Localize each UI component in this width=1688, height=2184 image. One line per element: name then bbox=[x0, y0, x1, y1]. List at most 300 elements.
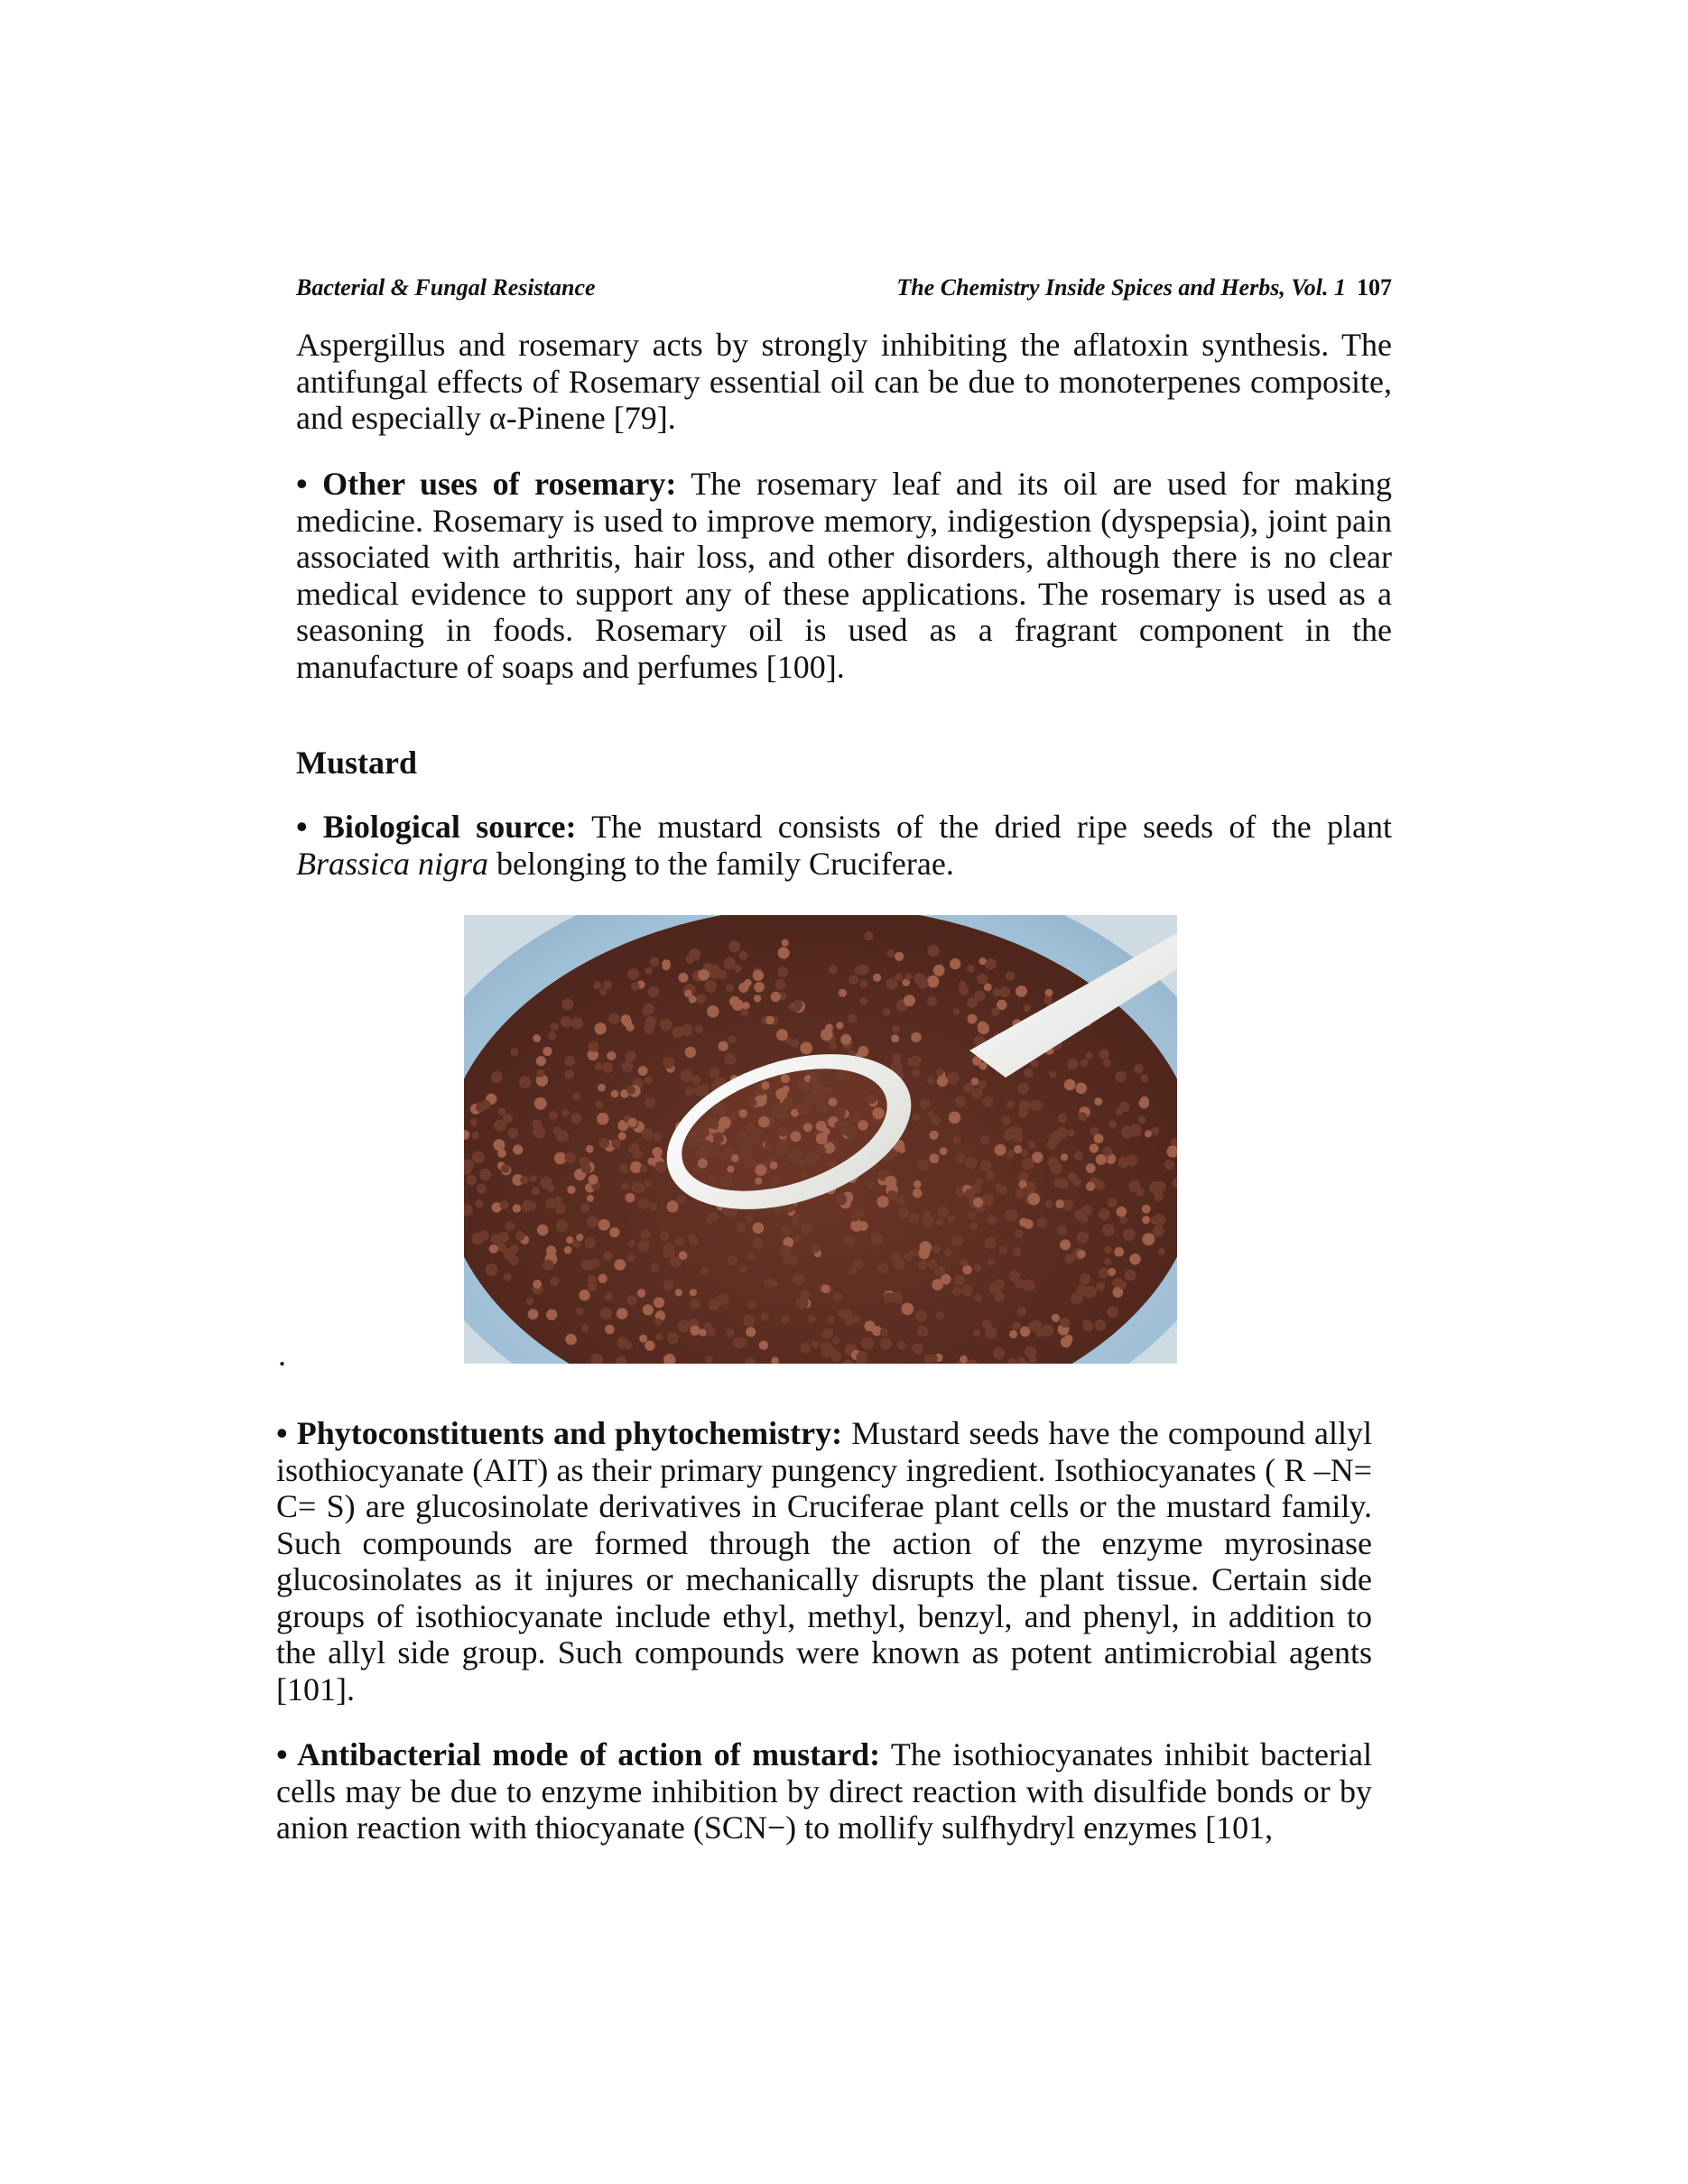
mustard-seed bbox=[564, 1069, 574, 1079]
mustard-seed bbox=[1121, 1125, 1134, 1138]
mustard-seed bbox=[1045, 989, 1053, 997]
mustard-seed bbox=[481, 1100, 491, 1110]
mustard-seed bbox=[532, 1187, 540, 1195]
mustard-seed bbox=[760, 1312, 768, 1320]
mustard-seed bbox=[587, 1216, 598, 1227]
mustard-seed bbox=[1028, 1322, 1036, 1330]
mustard-seed bbox=[565, 1152, 576, 1163]
paragraph-aspergillus: Aspergillus and rosemary acts by strongly inhibiting the aflatoxin synthesis. The antifungal effects of Rosemary essential oil can be due to monoterpenes composite, and especially α-Pinene [79]. bbox=[296, 327, 1392, 436]
mustard-seed bbox=[522, 1203, 531, 1212]
mustard-seed bbox=[598, 1274, 607, 1283]
mustard-seed bbox=[804, 1154, 816, 1166]
mustard-seed bbox=[781, 1226, 792, 1236]
mustard-seed bbox=[1042, 1324, 1053, 1336]
mustard-seed bbox=[776, 1029, 788, 1041]
mustard-seed bbox=[930, 1131, 939, 1140]
mustard-seed bbox=[1006, 971, 1015, 980]
mustard-seed bbox=[561, 1016, 572, 1028]
mustard-seed bbox=[1103, 1146, 1113, 1156]
header-book-title bbox=[896, 274, 1392, 301]
mustard-seed bbox=[640, 1165, 647, 1172]
mustard-seed bbox=[913, 1189, 923, 1198]
mustard-seed bbox=[1104, 1257, 1112, 1265]
mustard-seed bbox=[985, 1327, 997, 1338]
mustard-seed bbox=[690, 1326, 700, 1336]
mustard-seed bbox=[597, 1113, 608, 1124]
mustard-seed bbox=[739, 1146, 751, 1158]
mustard-seed bbox=[594, 1062, 602, 1070]
mustard-seed bbox=[645, 967, 653, 975]
mustard-seed bbox=[537, 1225, 549, 1236]
mustard-seed bbox=[643, 1304, 654, 1315]
mustard-seed bbox=[684, 990, 692, 998]
mustard-seed bbox=[726, 1328, 734, 1337]
mustard-seed bbox=[533, 1034, 541, 1042]
mustard-seed bbox=[885, 1176, 896, 1188]
mustard-seed bbox=[1142, 1216, 1150, 1224]
mustard-seed bbox=[630, 1161, 642, 1173]
mustard-seed bbox=[519, 1076, 532, 1088]
mustard-seed bbox=[954, 1274, 965, 1285]
mustard-seed bbox=[980, 1135, 989, 1144]
mustard-seed bbox=[1096, 1154, 1107, 1165]
mustard-seed bbox=[870, 1233, 883, 1245]
mustard-seed bbox=[828, 1160, 836, 1168]
mustard-seed bbox=[628, 1145, 637, 1154]
mustard-seed bbox=[561, 998, 573, 1010]
mustard-seed bbox=[471, 1132, 479, 1140]
mustard-seed bbox=[781, 1315, 790, 1324]
mustard-seed bbox=[901, 1302, 914, 1315]
mustard-seed bbox=[968, 1014, 978, 1024]
mustard-seed bbox=[690, 1289, 697, 1296]
mustard-seed bbox=[580, 1203, 589, 1212]
mustard-seed bbox=[470, 1119, 478, 1126]
mustard-seed bbox=[923, 1216, 934, 1227]
mustard-seed bbox=[708, 1328, 716, 1337]
mustard-seed bbox=[1055, 1199, 1064, 1208]
mustard-seed bbox=[998, 1186, 1007, 1195]
mustard-seed bbox=[738, 1109, 747, 1118]
mustard-seed bbox=[1115, 1071, 1126, 1082]
mustard-seed bbox=[675, 1237, 684, 1246]
mustard-seed bbox=[507, 1128, 518, 1139]
mustard-seed bbox=[961, 1285, 973, 1297]
mustard-seed bbox=[1022, 1158, 1034, 1171]
mustard-seed bbox=[679, 973, 689, 983]
mustard-seed bbox=[1061, 1153, 1068, 1161]
mustard-seed bbox=[718, 1041, 728, 1051]
mustard-seed bbox=[505, 1221, 515, 1231]
mustard-seed bbox=[549, 1111, 558, 1120]
mustard-seed bbox=[637, 1241, 649, 1253]
mustard-seed bbox=[1012, 1321, 1020, 1329]
mustard-seed bbox=[960, 1259, 968, 1267]
mustard-seed bbox=[993, 988, 1001, 996]
mustard-seed bbox=[979, 958, 987, 965]
mustard-seed bbox=[974, 1294, 982, 1302]
mustard-seed bbox=[811, 1244, 820, 1253]
mustard-seed bbox=[1118, 1282, 1127, 1290]
mustard-seed bbox=[927, 976, 940, 988]
mustard-seed bbox=[978, 1080, 987, 1088]
mustard-seed bbox=[548, 1032, 556, 1040]
mustard-seed bbox=[830, 1042, 837, 1050]
lead-phytoconstituents: • Phytoconstituents and phytochemistry: bbox=[276, 1415, 843, 1451]
mustard-seed bbox=[797, 1103, 809, 1115]
mustard-seed bbox=[1015, 1229, 1023, 1237]
mustard-seed bbox=[707, 1005, 719, 1017]
mustard-seed bbox=[982, 1097, 993, 1107]
mustard-seed bbox=[968, 1211, 976, 1219]
mustard-seed bbox=[1082, 1319, 1091, 1328]
section-heading-mustard: Mustard bbox=[296, 745, 417, 781]
mustard-seed bbox=[764, 1278, 774, 1288]
mustard-seed bbox=[1151, 1127, 1159, 1135]
mustard-seed bbox=[895, 952, 904, 961]
mustard-seed bbox=[995, 1144, 1006, 1156]
mustard-seed bbox=[758, 1116, 770, 1128]
mustard-seed bbox=[840, 1034, 851, 1045]
mustard-seed bbox=[1094, 1097, 1102, 1106]
mustard-seed bbox=[1138, 1116, 1146, 1124]
mustard-seed bbox=[1142, 1233, 1155, 1245]
mustard-seed bbox=[898, 1207, 910, 1218]
mustard-seed bbox=[604, 1251, 613, 1260]
mustard-seed bbox=[565, 1334, 577, 1346]
mustard-seed bbox=[494, 1122, 503, 1131]
mustard-seed bbox=[816, 1121, 827, 1132]
mustard-seed bbox=[1045, 1200, 1053, 1208]
mustard-seed bbox=[755, 1177, 762, 1184]
mustard-seed bbox=[1032, 1152, 1043, 1162]
mustard-seed bbox=[515, 1231, 525, 1241]
mustard-seed bbox=[1035, 1329, 1043, 1337]
mustard-seed bbox=[710, 1068, 720, 1078]
mustard-seed bbox=[1009, 1126, 1018, 1135]
mustard-seed bbox=[949, 1112, 961, 1124]
mustard-seed bbox=[771, 992, 781, 1002]
mustard-seed bbox=[632, 1181, 644, 1193]
mustard-seed bbox=[611, 1090, 619, 1098]
mustard-seed bbox=[545, 1198, 556, 1209]
mustard-seed bbox=[1164, 1160, 1174, 1170]
mustard-seed bbox=[1013, 1247, 1022, 1256]
mustard-seed bbox=[880, 1328, 888, 1337]
mustard-seed bbox=[654, 1161, 666, 1173]
mustard-seed bbox=[599, 1138, 610, 1149]
mustard-seed bbox=[1019, 1217, 1028, 1226]
mustard-seed bbox=[576, 1307, 584, 1315]
mustard-seed bbox=[1067, 1059, 1079, 1070]
mustard-seed bbox=[947, 1072, 960, 1085]
mustard-seed bbox=[1114, 1247, 1124, 1257]
lead-antibacterial-mode: • Antibacterial mode of action of mustard: bbox=[276, 1736, 881, 1772]
mustard-seed bbox=[1136, 1189, 1145, 1197]
mustard-seed bbox=[663, 1057, 674, 1069]
mustard-seed bbox=[914, 1180, 922, 1189]
page-number: 107 bbox=[1357, 274, 1392, 301]
mustard-seed bbox=[600, 1308, 612, 1319]
mustard-seed bbox=[973, 1198, 983, 1208]
mustard-seed bbox=[587, 1195, 594, 1202]
mustard-seed bbox=[627, 968, 639, 980]
mustard-seed bbox=[928, 945, 940, 957]
mustard-seed bbox=[720, 1174, 733, 1187]
mustard-seed bbox=[595, 1023, 607, 1034]
mustard-seed bbox=[493, 1139, 505, 1151]
mustard-seed bbox=[1052, 1314, 1060, 1322]
mustard-seed bbox=[836, 1194, 848, 1206]
mustard-seed bbox=[650, 957, 660, 967]
mustard-seed bbox=[491, 1071, 503, 1083]
mustard-seed bbox=[694, 1025, 702, 1033]
mustard-seed bbox=[688, 1234, 696, 1242]
mustard-seed bbox=[1058, 1114, 1068, 1124]
mustard-seed bbox=[740, 1009, 748, 1017]
mustard-seed bbox=[985, 958, 997, 970]
mustard-seed bbox=[533, 1126, 545, 1139]
mustard-seed bbox=[719, 1152, 728, 1161]
mustard-seed bbox=[1064, 1079, 1076, 1091]
mustard-seed bbox=[918, 1260, 928, 1270]
mustard-seeds-photo bbox=[464, 915, 1177, 1364]
mustard-seed bbox=[622, 1182, 629, 1189]
mustard-seed bbox=[642, 1007, 651, 1016]
mustard-seed bbox=[626, 1086, 635, 1095]
mustard-seed bbox=[843, 1235, 855, 1246]
mustard-seed bbox=[478, 1230, 489, 1241]
mustard-seed bbox=[950, 958, 960, 969]
mustard-seed bbox=[556, 1220, 568, 1232]
mustard-seed bbox=[816, 1133, 828, 1144]
mustard-seed bbox=[513, 1204, 522, 1213]
mustard-seed bbox=[1095, 1180, 1106, 1190]
mustard-seed bbox=[911, 1032, 921, 1042]
mustard-seed bbox=[1064, 1254, 1074, 1263]
mustard-seed bbox=[528, 1309, 539, 1319]
mustard-seed bbox=[994, 1291, 1005, 1302]
paragraph-phytoconstituents bbox=[276, 1415, 1372, 1707]
mustard-seed bbox=[955, 1097, 966, 1107]
mustard-seed bbox=[640, 1229, 650, 1239]
mustard-seed bbox=[513, 1144, 523, 1154]
mustard-seed bbox=[892, 1025, 900, 1033]
mustard-seed bbox=[705, 1116, 717, 1128]
mustard-seed bbox=[1043, 996, 1052, 1004]
mustard-seed bbox=[1009, 1330, 1017, 1338]
mustard-seed bbox=[910, 1249, 918, 1257]
mustard-seed bbox=[607, 1051, 616, 1060]
mustard-seed bbox=[781, 1074, 790, 1083]
mustard-seed bbox=[873, 1107, 885, 1119]
mustard-seed bbox=[817, 1146, 826, 1155]
mustard-seed bbox=[685, 1047, 697, 1059]
mustard-seed bbox=[644, 1023, 654, 1034]
mustard-seed bbox=[832, 1337, 840, 1345]
mustard-seed bbox=[912, 1069, 921, 1078]
mustard-seed bbox=[590, 1259, 600, 1269]
mustard-seed bbox=[567, 1186, 575, 1194]
mustard-seed bbox=[546, 1245, 556, 1255]
mustard-seed bbox=[584, 1237, 596, 1249]
mustard-seed bbox=[520, 1176, 529, 1185]
mustard-seed bbox=[543, 1047, 552, 1056]
mustard-seed bbox=[1006, 1100, 1015, 1108]
mustard-seed bbox=[953, 1135, 961, 1143]
mustard-seed bbox=[1006, 1151, 1015, 1159]
mustard-seed bbox=[999, 1246, 1007, 1254]
mustard-seed bbox=[572, 1093, 580, 1100]
mustard-seed bbox=[734, 965, 741, 972]
mustard-seed bbox=[858, 1221, 868, 1231]
mustard-seed bbox=[753, 1238, 764, 1249]
mustard-seed bbox=[677, 1194, 687, 1204]
mustard-seed bbox=[752, 1135, 760, 1143]
mustard-seed bbox=[723, 958, 736, 970]
mustard-seed bbox=[828, 1097, 837, 1106]
mustard-seed bbox=[486, 1263, 498, 1276]
mustard-seed bbox=[973, 1329, 981, 1337]
mustard-seed bbox=[698, 1084, 710, 1096]
mustard-seed bbox=[1049, 1070, 1057, 1078]
mustard-seed bbox=[965, 1189, 975, 1198]
mustard-seed bbox=[1077, 1250, 1086, 1259]
mustard-seed bbox=[917, 1326, 929, 1337]
mustard-seed bbox=[754, 982, 764, 992]
mustard-seed bbox=[497, 1107, 505, 1115]
mustard-seed bbox=[466, 1175, 477, 1186]
mustard-seed bbox=[728, 941, 740, 953]
mustard-seed bbox=[642, 1128, 654, 1140]
mustard-seed bbox=[654, 1297, 664, 1308]
mustard-seed bbox=[880, 1337, 893, 1350]
mustard-seed bbox=[839, 989, 847, 997]
mustard-seed bbox=[618, 1132, 626, 1140]
mustard-seed bbox=[920, 1241, 932, 1254]
mustard-seed bbox=[1151, 1217, 1159, 1225]
mustard-seed bbox=[667, 1200, 679, 1212]
mustard-seed bbox=[792, 1219, 800, 1227]
mustard-seed bbox=[497, 1149, 506, 1158]
mustard-seed bbox=[753, 970, 764, 981]
mustard-seed bbox=[861, 1337, 874, 1350]
mustard-seed bbox=[649, 1202, 657, 1210]
mustard-seed bbox=[988, 1258, 995, 1265]
mustard-seed bbox=[1017, 1307, 1027, 1317]
mustard-seed bbox=[877, 1263, 889, 1274]
mustard-seed bbox=[1024, 1069, 1034, 1078]
mustard-seed bbox=[609, 1227, 619, 1237]
mustard-seed bbox=[1001, 1116, 1010, 1125]
mustard-seed bbox=[774, 979, 785, 990]
mustard-seed bbox=[536, 1069, 544, 1078]
running-header bbox=[296, 274, 1392, 305]
mustard-seed bbox=[1077, 1231, 1089, 1243]
mustard-seed bbox=[677, 1029, 685, 1037]
mustard-seed bbox=[714, 1103, 727, 1115]
stray-mark: . bbox=[278, 1337, 286, 1373]
mustard-seed bbox=[654, 1133, 663, 1142]
mustard-seed bbox=[1006, 1209, 1018, 1222]
mustard-seed bbox=[770, 1105, 780, 1115]
mustard-seed bbox=[581, 1325, 589, 1332]
mustard-seed bbox=[1071, 1292, 1082, 1304]
mustard-seed bbox=[1072, 1178, 1081, 1187]
mustard-seed bbox=[713, 1134, 724, 1144]
mustard-seed bbox=[626, 1254, 635, 1262]
mustard-seed bbox=[777, 967, 788, 977]
mustard-seed bbox=[886, 978, 898, 990]
mustard-seed bbox=[611, 1139, 620, 1148]
mustard-seed bbox=[732, 999, 744, 1011]
mustard-seed bbox=[848, 1013, 857, 1023]
mustard-seed bbox=[1103, 1059, 1111, 1067]
mustard-seed bbox=[1027, 1141, 1035, 1149]
mustard-seed bbox=[726, 984, 734, 992]
mustard-seed bbox=[951, 1235, 963, 1247]
mustard-seed bbox=[894, 1258, 905, 1270]
mustard-seed bbox=[974, 1263, 982, 1272]
mustard-seed bbox=[748, 1099, 756, 1107]
mustard-seed bbox=[598, 1084, 606, 1092]
mustard-seed bbox=[778, 1126, 789, 1137]
mustard-seed bbox=[746, 1327, 756, 1337]
mustard-seed bbox=[712, 1150, 719, 1157]
mustard-seed bbox=[977, 974, 988, 985]
mustard-seed bbox=[543, 1259, 554, 1271]
mustard-seed bbox=[675, 1289, 682, 1296]
mustard-seed bbox=[645, 1077, 653, 1085]
mustard-seed bbox=[931, 1115, 941, 1125]
mustard-seed bbox=[865, 931, 874, 940]
mustard-seed bbox=[1080, 1273, 1091, 1285]
mustard-seed bbox=[651, 1263, 660, 1272]
mustard-seed bbox=[821, 1029, 833, 1041]
mustard-seed bbox=[645, 1180, 652, 1187]
mustard-seed bbox=[883, 1008, 891, 1016]
mustard-seed bbox=[589, 1175, 598, 1185]
mustard-seed bbox=[738, 983, 748, 993]
mustard-seed bbox=[800, 1042, 812, 1055]
mustard-seed bbox=[619, 1164, 628, 1173]
mustard-seed bbox=[830, 1351, 841, 1362]
mustard-seed bbox=[503, 1114, 513, 1124]
mustard-seed bbox=[991, 1007, 999, 1015]
mustard-seed bbox=[617, 1308, 628, 1319]
mustard-seed bbox=[704, 980, 717, 993]
mustard-seed bbox=[504, 1273, 512, 1282]
mustard-seed bbox=[887, 1190, 897, 1200]
mustard-seed bbox=[930, 1355, 938, 1363]
mustard-seed bbox=[1119, 1102, 1130, 1113]
mustard-seed bbox=[663, 1280, 673, 1290]
mustard-seed bbox=[1102, 1224, 1115, 1236]
mustard-seed bbox=[639, 1335, 647, 1343]
mustard-seed bbox=[536, 1056, 546, 1066]
mustard-seed bbox=[1096, 1282, 1105, 1291]
mustard-seed bbox=[725, 1053, 737, 1065]
mustard-seed bbox=[955, 1152, 965, 1162]
mustard-seed bbox=[753, 1222, 765, 1234]
mustard-seed bbox=[472, 1151, 485, 1163]
mustard-seed bbox=[985, 1171, 994, 1180]
mustard-seed bbox=[501, 1164, 510, 1173]
lead-biological-source: • Biological source: bbox=[296, 809, 577, 845]
mustard-seed bbox=[891, 1034, 899, 1042]
mustard-seed bbox=[940, 1147, 948, 1155]
mustard-seed bbox=[778, 947, 790, 958]
